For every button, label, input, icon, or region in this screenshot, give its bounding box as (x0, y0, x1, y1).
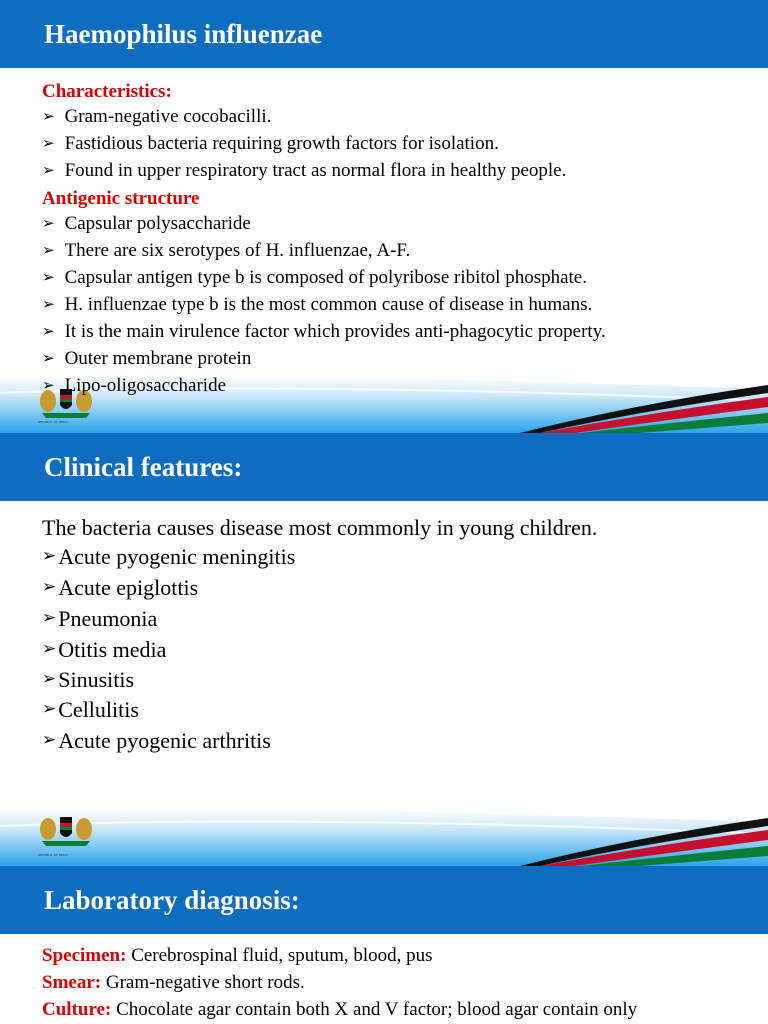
list-item: ➢ Found in upper respiratory tract as normal flora in healthy people. (42, 160, 567, 181)
arrowhead-bullet-icon: ➢ (42, 107, 55, 125)
list-item: ➢Sinusitis (42, 667, 135, 692)
list-item: ➢ Gram-negative cocobacilli. (42, 106, 272, 127)
list-item: ➢ Lipo-oligosaccharide (42, 375, 227, 396)
list-item: ➢Acute pyogenic meningitis (42, 544, 296, 569)
specimen-row: Specimen: Cerebrospinal fluid, sputum, blood, pus (42, 945, 433, 966)
list-item: ➢Acute epiglottis (42, 575, 199, 600)
list-item: ➢Acute pyogenic arthritis (42, 728, 271, 753)
footer-wave-decoration (0, 363, 768, 433)
slide-3-title-banner (0, 866, 768, 934)
list-item: ➢ Outer membrane protein (42, 348, 252, 369)
smear-row: Smear: Gram-negative short rods. (42, 972, 305, 993)
arrowhead-bullet-icon: ➢ (42, 639, 57, 659)
list-item: ➢Cellulitis (42, 697, 139, 722)
arrowhead-bullet-icon: ➢ (42, 241, 55, 259)
list-item: ➢ Capsular polysaccharide (42, 213, 251, 234)
footer-wave-decoration (0, 796, 768, 866)
list-item: ➢Otitis media (42, 637, 167, 662)
slide-2-title-banner (0, 433, 768, 501)
kenya-coat-of-arms-icon (36, 811, 96, 851)
slide-1-title-banner (0, 0, 768, 68)
list-item: ➢ It is the main virulence factor which provides anti-phagocytic property. (42, 321, 606, 342)
characteristics-heading: Characteristics: (42, 81, 172, 102)
antigenic-structure-heading: Antigenic structure (42, 188, 200, 209)
arrowhead-bullet-icon: ➢ (42, 608, 57, 628)
culture-row: Culture: Chocolate agar contain both X and V factor; blood agar contain only (42, 999, 638, 1020)
slide-3 (0, 866, 768, 1024)
arrowhead-bullet-icon: ➢ (42, 214, 55, 232)
slide-2 (0, 433, 768, 866)
arrowhead-bullet-icon: ➢ (42, 577, 57, 597)
arrowhead-bullet-icon: ➢ (42, 376, 55, 394)
crest-caption: REPUBLIC OF KENYA (38, 420, 69, 424)
list-item: ➢ There are six serotypes of H. influenzae, A-F. (42, 240, 411, 261)
arrowhead-bullet-icon: ➢ (42, 322, 55, 340)
slide-2-title: Clinical features: (44, 451, 243, 482)
list-item: ➢ Capsular antigen type b is composed of polyribose ribitol phosphate. (42, 267, 587, 288)
slide-1-title: Haemophilus influenzae (44, 18, 323, 49)
arrowhead-bullet-icon: ➢ (42, 161, 55, 179)
arrowhead-bullet-icon: ➢ (42, 546, 57, 566)
arrowhead-bullet-icon: ➢ (42, 295, 55, 313)
list-item: ➢ Fastidious bacteria requiring growth factors for isolation. (42, 133, 499, 154)
arrowhead-bullet-icon: ➢ (42, 268, 55, 286)
list-item: ➢Pneumonia (42, 606, 158, 631)
list-item: ➢ H. influenzae type b is the most common cause of disease in humans. (42, 294, 593, 315)
arrowhead-bullet-icon: ➢ (42, 699, 57, 719)
clinical-intro: The bacteria causes disease most commonly in young children. (42, 515, 598, 540)
arrowhead-bullet-icon: ➢ (42, 669, 57, 689)
crest-caption: REPUBLIC OF KENYA (38, 853, 69, 857)
arrowhead-bullet-icon: ➢ (42, 349, 55, 367)
arrowhead-bullet-icon: ➢ (42, 730, 57, 750)
arrowhead-bullet-icon: ➢ (42, 134, 55, 152)
slide-3-title: Laboratory diagnosis: (44, 884, 300, 915)
slide-1 (0, 0, 768, 433)
